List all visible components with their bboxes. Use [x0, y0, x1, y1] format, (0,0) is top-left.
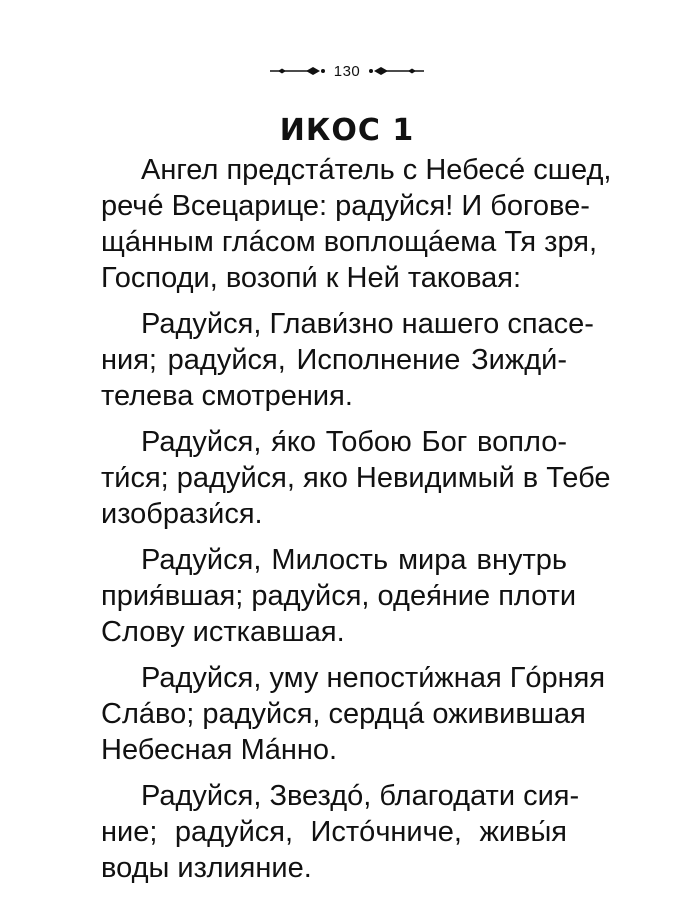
- text-line: телева смотрения.: [101, 380, 353, 412]
- left-ornament-icon: [268, 65, 328, 77]
- text-line: Ангел предстáтель с Небесé сшед,: [141, 154, 612, 186]
- page-number: 130: [333, 62, 361, 80]
- text-line: Слову исткавшая.: [101, 616, 345, 648]
- text-line: ние; радуйся, Истóчниче, живы́я: [101, 816, 567, 848]
- text-line: прия́вшая; радуйся, одея́ние плоти: [101, 580, 577, 612]
- text-line: Радуйся, я́ко Тобою Бог вопло-: [141, 426, 567, 458]
- prayer-text: [101, 152, 612, 886]
- section-heading: ИКОС 1: [279, 113, 415, 148]
- text-line: изобрази́ся.: [101, 498, 263, 530]
- text-line: щáнным глáсом воплощáема Тя зря,: [101, 226, 598, 258]
- text-line: Небесная Мáнно.: [101, 734, 338, 766]
- text-line: ния; радуйся, Исполнение Зижди́-: [101, 344, 567, 376]
- page-header: [0, 60, 694, 82]
- text-line: Радуйся, уму непости́жная Гóрняя: [141, 662, 606, 694]
- text-line: речé Всецарице: радуйся! И богове-: [101, 190, 590, 222]
- right-ornament-icon: [366, 65, 426, 77]
- text-line: Радуйся, Глави́зно нашего спасе-: [141, 308, 594, 340]
- text-line: воды излияние.: [101, 852, 312, 884]
- text-line: ти́ся; радуйся, яко Невидимый в Тебе: [101, 462, 611, 494]
- text-line: Слáво; радуйся, сердцá оживившая: [101, 698, 586, 730]
- text-line: Радуйся, Милость мира внутрь: [141, 544, 567, 576]
- text-line: Господи, возопи́ к Ней таковая:: [101, 262, 522, 294]
- text-line: Радуйся, Звездó, благодати сия-: [141, 780, 580, 812]
